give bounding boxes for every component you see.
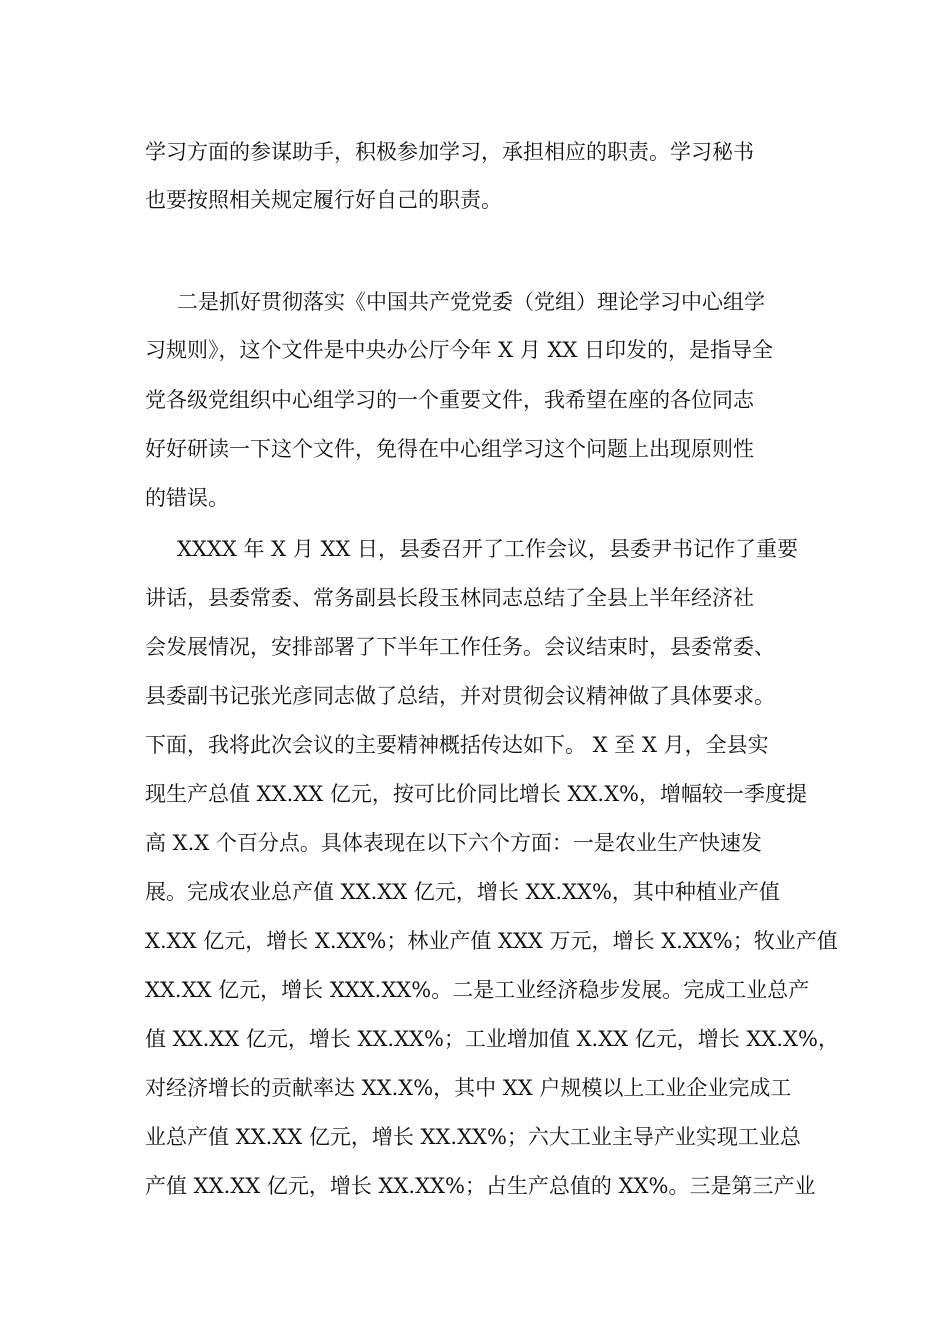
text-line: 学习方面的参谋助手，积极参加学习，承担相应的职责。学习秘书 <box>145 140 754 164</box>
text-line: X.XX 亿元，增长 X.XX%；林业产值 XXX 万元，增长 X.XX%；牧业产值 <box>145 929 838 953</box>
text-line: 的错误。 <box>145 486 229 510</box>
text-line: 党各级党组织中心组学习的一个重要文件，我希望在座的各位同志 <box>145 388 754 412</box>
text-line: 展。完成农业总产值 XX.XX 亿元，增长 XX.XX%，其中种植业产值 <box>145 880 780 904</box>
text-line: 二是抓好贯彻落实《中国共产党党委（党组）理论学习中心组学 <box>177 290 765 314</box>
text-line: 下面，我将此次会议的主要精神概括传达如下。 X 至 X 月，全县实 <box>145 733 769 757</box>
text-line: 会发展情况，安排部署了下半年工作任务。会议结束时，县委常委、 <box>145 635 775 659</box>
text-line: 现生产总值 XX.XX 亿元，按可比价同比增长 XX.X%，增幅较一季度提 <box>145 782 807 806</box>
text-line: 产值 XX.XX 亿元，增长 XX.XX%；占生产总值的 XX%。三是第三产业 <box>145 1174 816 1198</box>
text-line: 讲话，县委常委、常务副县长段玉林同志总结了全县上半年经济社 <box>145 586 754 610</box>
text-line: XXXX 年 X 月 XX 日，县委召开了工作会议，县委尹书记作了重要 <box>177 537 799 561</box>
text-line: 好好研读一下这个文件，免得在中心组学习这个问题上出现原则性 <box>145 437 754 461</box>
text-line: 值 XX.XX 亿元，增长 XX.XX%；工业增加值 X.XX 亿元，增长 XX.X%， <box>145 1027 839 1051</box>
text-line: 高 X.X 个百分点。具体表现在以下六个方面：一是农业生产快速发 <box>145 831 762 855</box>
text-line: 县委副书记张光彦同志做了总结，并对贯彻会议精神做了具体要求。 <box>145 684 775 708</box>
text-line: XX.XX 亿元，增长 XXX.XX%。二是工业经济稳步发展。完成工业总产 <box>145 978 810 1002</box>
text-line: 业总产值 XX.XX 亿元，增长 XX.XX%；六大工业主导产业实现工业总 <box>145 1125 801 1149</box>
text-line: 也要按照相关规定履行好自己的职责。 <box>145 188 502 212</box>
text-line: 对经济增长的贡献率达 XX.X%，其中 XX 户规模以上工业企业完成工 <box>145 1076 792 1100</box>
text-line: 习规则》，这个文件是中央办公厅今年 X 月 XX 日印发的，是指导全 <box>145 338 774 362</box>
